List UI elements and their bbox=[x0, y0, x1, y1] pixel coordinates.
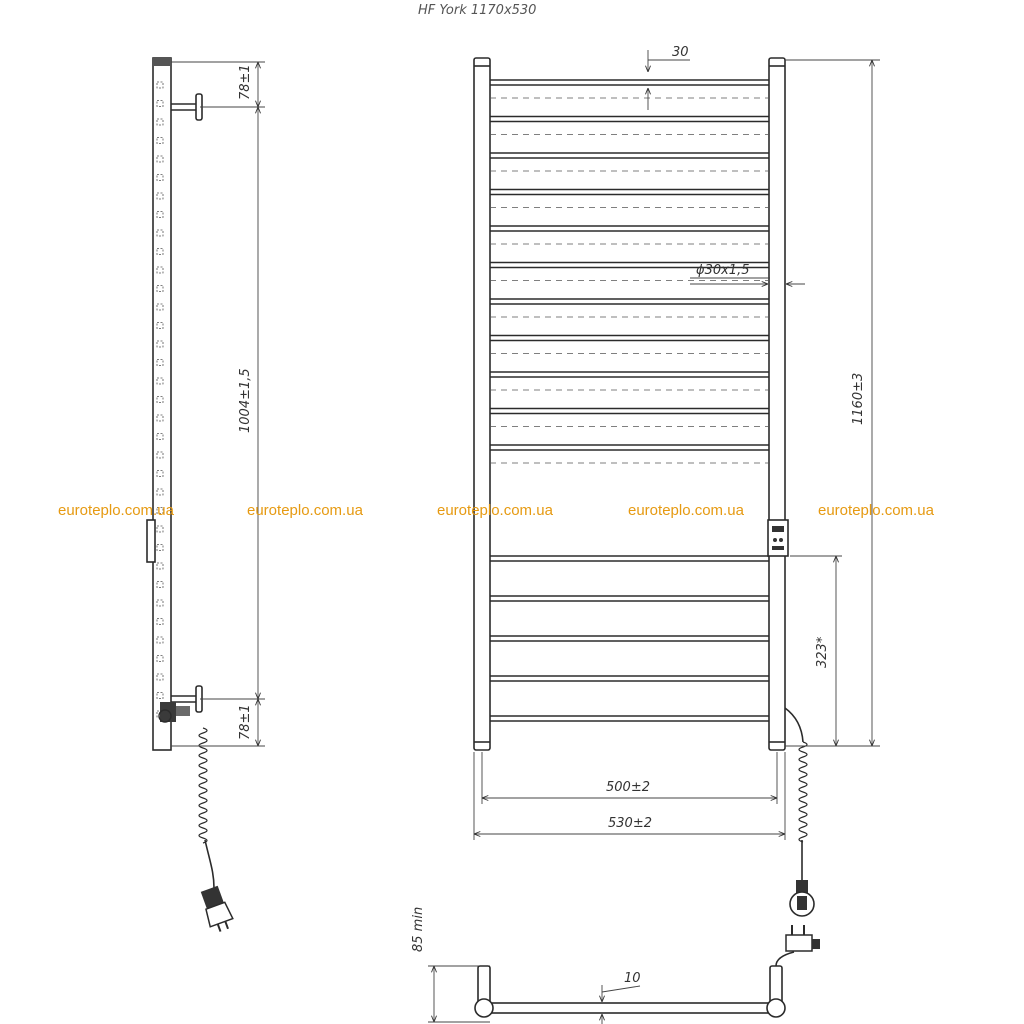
left-post bbox=[474, 58, 490, 750]
watermark-text: euroteplo.com.ua bbox=[628, 502, 744, 519]
dim-side-top: 78±1 bbox=[238, 64, 253, 100]
side-post bbox=[153, 58, 171, 750]
watermark-text: euroteplo.com.ua bbox=[247, 502, 363, 519]
dim-inner-width: 500±2 bbox=[606, 780, 650, 795]
side-post-cap bbox=[153, 58, 171, 66]
front-rungs bbox=[490, 80, 769, 721]
dim-outer-width: 530±2 bbox=[608, 816, 652, 831]
dim-side-middle: 1004±1,5 bbox=[238, 368, 253, 433]
dim-wall-min: 85 min bbox=[411, 906, 426, 952]
top-view-rung bbox=[482, 1003, 778, 1013]
dim-heater-position: 323* bbox=[815, 636, 830, 668]
dim-tube-diameter: ϕ30x1,5 bbox=[696, 263, 750, 278]
front-heater-cable-exit bbox=[785, 708, 803, 742]
watermark-row bbox=[58, 502, 935, 519]
watermark-text: euroteplo.com.ua bbox=[818, 502, 934, 519]
dim-side-bottom: 78±1 bbox=[238, 704, 253, 740]
dim-overall-height: 1160±3 bbox=[851, 372, 866, 425]
top-wall-bracket bbox=[171, 94, 202, 120]
drawing-title: HF York 1170x530 bbox=[418, 3, 537, 18]
top-view-right-post bbox=[767, 999, 785, 1017]
top-view bbox=[428, 952, 794, 1024]
right-post bbox=[769, 58, 785, 750]
watermark-text: euroteplo.com.ua bbox=[58, 502, 174, 519]
front-view bbox=[474, 45, 880, 951]
side-heater-connector bbox=[159, 702, 190, 722]
dim-rung-spacing: 30 bbox=[672, 45, 689, 60]
side-thermostat bbox=[147, 520, 155, 562]
top-view-left-post bbox=[475, 999, 493, 1017]
side-plug-icon bbox=[198, 885, 236, 935]
dim-rung-size: 10 bbox=[624, 971, 641, 986]
side-coiled-cord bbox=[199, 728, 207, 843]
side-cord-tail bbox=[205, 840, 214, 888]
front-plug-icon bbox=[790, 880, 814, 916]
watermark-text: euroteplo.com.ua bbox=[437, 502, 553, 519]
front-coiled-cord bbox=[799, 742, 807, 842]
socket-plug-icon bbox=[786, 925, 820, 951]
thermostat-controller bbox=[768, 520, 788, 556]
top-view-cord bbox=[776, 952, 794, 966]
side-view bbox=[147, 58, 265, 934]
